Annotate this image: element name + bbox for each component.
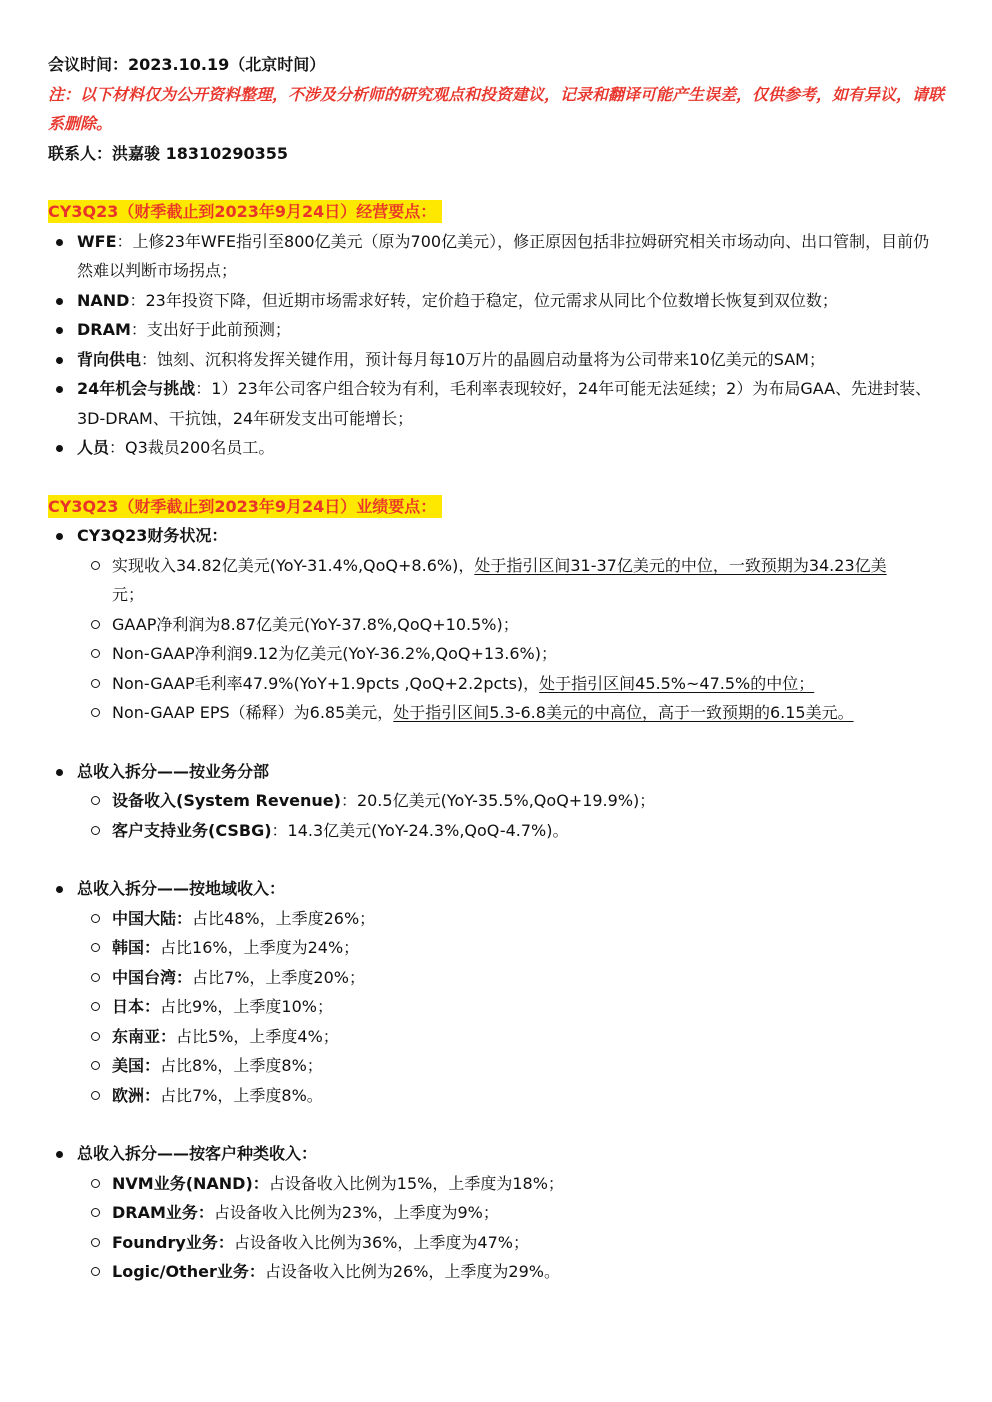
- finance-underline: 处于指引区间5.3-6.8美元的中高位，高于一致预期的6.15美元。: [393, 703, 854, 722]
- item-label: 24年机会与挑战: [77, 379, 196, 398]
- region-item: [48, 992, 944, 1022]
- item-text: 占比9%，上季度10%；: [160, 997, 333, 1016]
- item-label: 韩国：: [112, 938, 161, 957]
- finance-text: Non-GAAP净利润9.12为亿美元(YoY-36.2%,QoQ+13.6%)；: [112, 644, 557, 663]
- finance-item: [48, 610, 944, 640]
- item-text: ：20.5亿美元(YoY-35.5%,QoQ+19.9%)；: [340, 791, 656, 810]
- ops-section-title: CY3Q23（财季截止到2023年9月24日）经营要点：: [48, 200, 442, 223]
- finance-item: [48, 669, 944, 699]
- item-text: 占比8%，上季度8%；: [160, 1056, 323, 1075]
- finance-item: [48, 698, 944, 728]
- region-item: [48, 963, 944, 993]
- item-text: ：上修23年WFE指引至800亿美元（原为700亿美元），修正原因包括非拉姆研究相关市场动向、出口管制，目前仍然难以判断市场拐点；: [77, 231, 930, 280]
- item-label: 美国：: [112, 1056, 161, 1075]
- item-text: 占比7%，上季度8%。: [160, 1085, 323, 1105]
- meeting-time: 会议时间：2023.10.19（北京时间）: [48, 55, 326, 74]
- finance-underline: 处于指引区间45.5%~47.5%的中位；: [539, 673, 815, 693]
- item-text: 占设备收入比例为26%，上季度为29%。: [264, 1262, 560, 1281]
- finance-cont: 元；: [112, 585, 145, 604]
- finance-item: [48, 551, 942, 610]
- item-text: 占比16%，上季度为24%；: [160, 938, 360, 957]
- item-text: ：蚀刻、沉积将发挥关键作用，预计每月每10万片的晶圆启动量将为公司带来10亿美元的SAM；: [141, 349, 825, 369]
- list-item: [48, 286, 944, 316]
- region-item: [48, 1081, 944, 1111]
- ops-section-title-row: [48, 197, 944, 227]
- item-label: 中国大陆：: [112, 908, 193, 928]
- item-text: 占比7%，上季度20%；: [192, 967, 365, 987]
- segment-item: [48, 786, 944, 816]
- item-label: 背向供电: [77, 349, 142, 369]
- list-item: [48, 227, 935, 286]
- item-text: 占比48%，上季度26%；: [192, 908, 376, 928]
- segment-heading: 总收入拆分——按业务分部: [48, 757, 944, 787]
- item-label: 欧洲：: [112, 1085, 161, 1105]
- item-text: 占设备收入比例为36%，上季度为47%；: [233, 1232, 529, 1252]
- customer-item: [48, 1198, 944, 1228]
- perf-section-title: CY3Q23（财季截止到2023年9月24日）业绩要点：: [48, 495, 442, 518]
- finance-item: [48, 639, 944, 669]
- list-item: [48, 345, 944, 375]
- finance-text: Non-GAAP毛利率47.9%(YoY+1.9pcts ,QoQ+2.2pcts)，: [112, 673, 540, 693]
- item-text: ：Q3裁员200名员工。: [109, 438, 275, 457]
- item-label: Foundry业务：: [112, 1232, 234, 1252]
- finance-text: 实现收入34.82亿美元(YoY-31.4%,QoQ+8.6%)，: [112, 555, 475, 575]
- item-label: 东南亚：: [112, 1026, 177, 1046]
- item-label: 中国台湾：: [112, 967, 193, 987]
- disclaimer-notice: 注：以下材料仅为公开资料整理，不涉及分析师的研究观点和投资建议，记录和翻译可能产生误差，仅供参考，如有异议，请联系删除。: [48, 84, 945, 133]
- finance-underline: 处于指引区间31-37亿美元的中位，一致预期为34.23亿美: [474, 555, 887, 575]
- item-label: 人员: [77, 438, 110, 457]
- item-label: DRAM业务：: [112, 1203, 214, 1222]
- region-heading: 总收入拆分——按地域收入：: [48, 874, 944, 904]
- finance-text: Non-GAAP EPS（稀释）为6.85美元，: [112, 703, 394, 722]
- item-text: ：23年投资下降，但近期市场需求好转，定价趋于稳定，位元需求从同比个位数增长恢复到双位数；: [129, 290, 838, 310]
- list-item: [48, 433, 944, 463]
- region-item: [48, 1051, 944, 1081]
- customer-item: [48, 1169, 944, 1199]
- item-text: 占比5%，上季度4%；: [176, 1026, 339, 1046]
- contact-line: 联系人：洪嘉骏 18310290355: [48, 143, 289, 163]
- item-label: WFE: [77, 231, 117, 251]
- item-label: DRAM: [77, 320, 131, 339]
- list-item: [48, 374, 935, 433]
- item-text: ：1）23年公司客户组合较为有利，毛利率表现较好，24年可能无法延续；2）为布局GAA、先进封装、3D-DRAM、干抗蚀，24年研发支出可能增长；: [77, 379, 932, 428]
- item-label: Logic/Other业务：: [112, 1262, 265, 1281]
- item-label: 客户支持业务(CSBG): [112, 820, 272, 840]
- item-text: 占设备收入比例为15%，上季度为18%；: [268, 1173, 564, 1193]
- segment-item: [48, 816, 944, 846]
- region-item: [48, 1022, 944, 1052]
- perf-list: [48, 521, 944, 1287]
- finance-text: GAAP净利润为8.87亿美元(YoY-37.8%,QoQ+10.5%)；: [112, 614, 519, 634]
- ops-list: [48, 227, 944, 463]
- perf-section-title-row: [48, 492, 944, 522]
- item-label: NAND: [77, 290, 130, 310]
- item-text: ：14.3亿美元(YoY-24.3%,QoQ-4.7%)。: [271, 820, 569, 840]
- region-item: [48, 904, 944, 934]
- region-item: [48, 933, 944, 963]
- list-item: [48, 315, 944, 345]
- item-text: ：支出好于此前预测；: [130, 320, 291, 339]
- item-text: 占设备收入比例为23%，上季度为9%；: [213, 1203, 499, 1222]
- finance-heading: CY3Q23财务状况：: [48, 521, 944, 551]
- item-label: NVM业务(NAND)：: [112, 1173, 269, 1193]
- item-label: 日本：: [112, 997, 161, 1016]
- customer-item: [48, 1257, 944, 1287]
- item-label: 设备收入(System Revenue): [112, 791, 341, 810]
- customer-heading: 总收入拆分——按客户种类收入：: [48, 1139, 944, 1169]
- customer-item: [48, 1228, 944, 1258]
